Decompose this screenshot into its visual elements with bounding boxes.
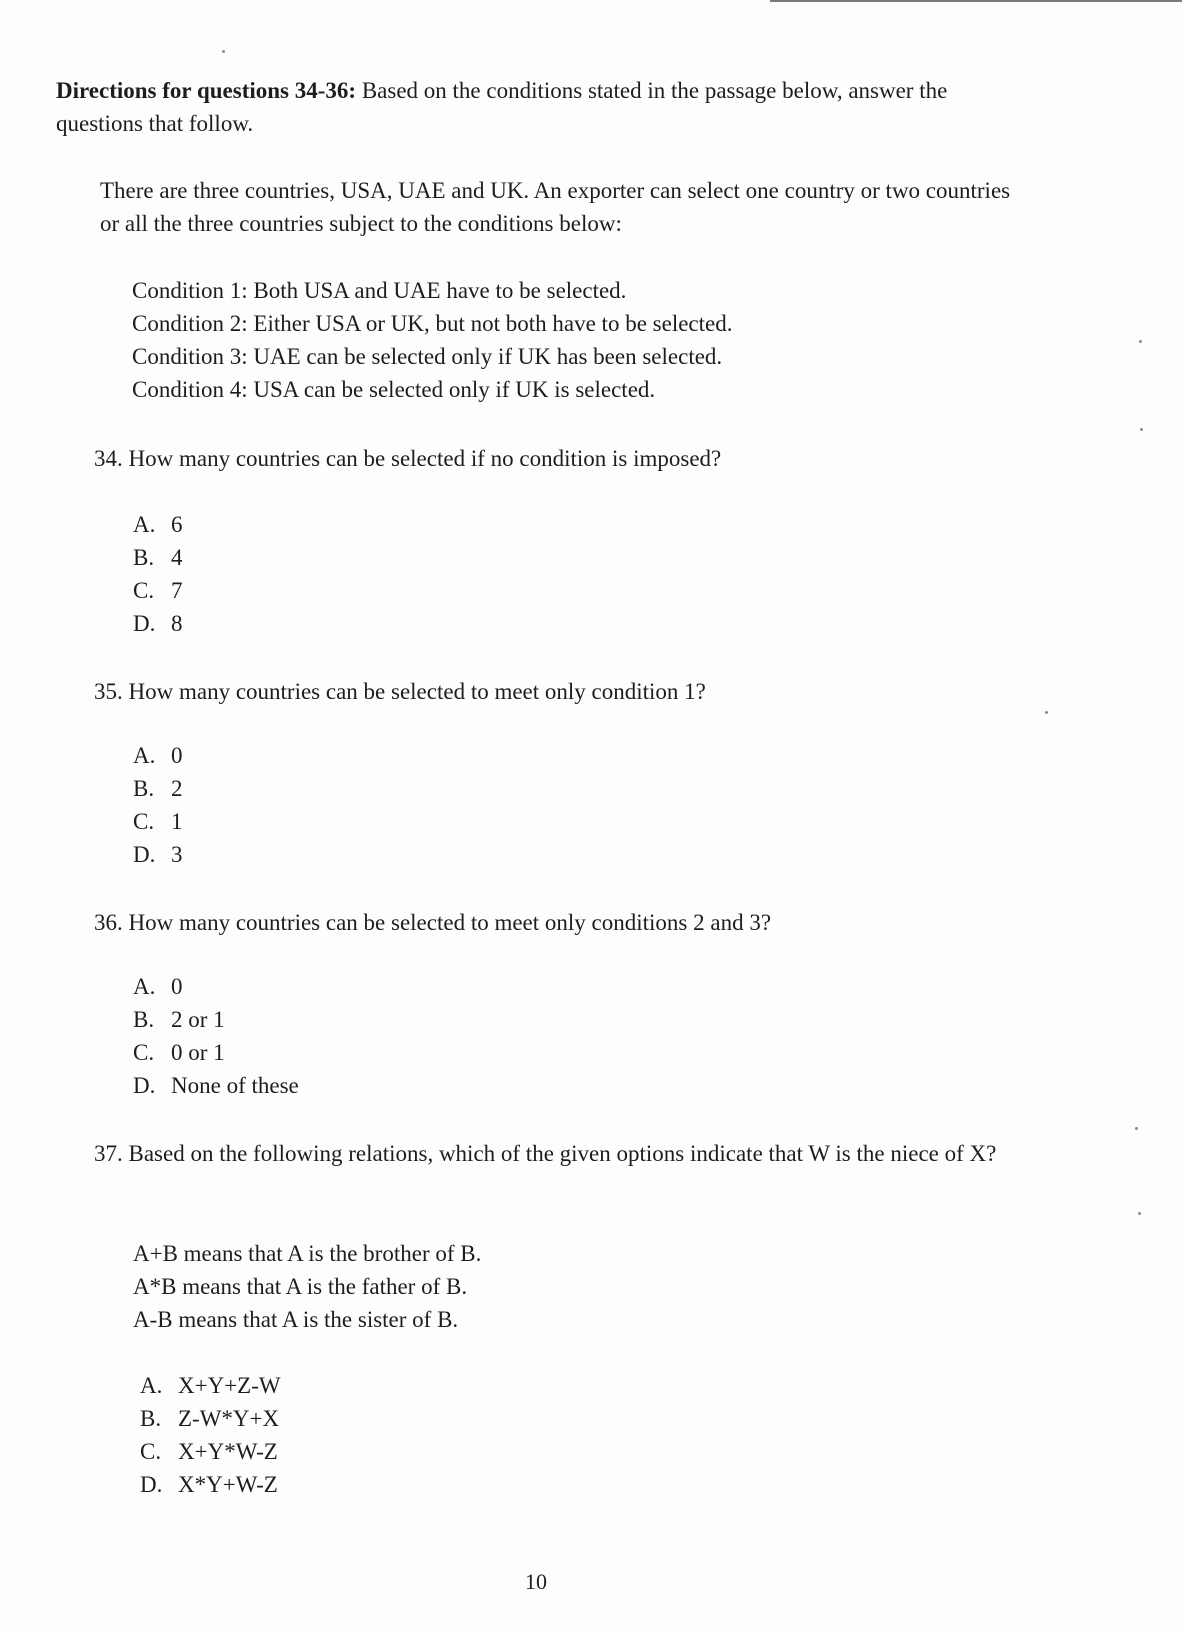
relations-list	[133, 1237, 481, 1336]
scan-speck	[1135, 1127, 1138, 1130]
question-37-text: Based on the following relations, which of the given options indicate that W is the niece of X?	[128, 1141, 997, 1166]
scan-edge-line	[770, 0, 1182, 2]
directions-heading: Directions for questions 34-36:	[56, 78, 357, 103]
option-d[interactable]: D. 8	[133, 611, 183, 636]
option-c[interactable]: C. 1	[133, 809, 183, 834]
option-c[interactable]: C. 7	[133, 578, 183, 603]
scan-speck	[1140, 428, 1143, 431]
question-37-options	[140, 1369, 281, 1501]
question-34-options	[133, 508, 183, 640]
directions-paragraph	[56, 74, 1016, 140]
condition-3: Condition 3: UAE can be selected only if UK has been selected.	[132, 344, 723, 369]
passage-paragraph: There are three countries, USA, UAE and UK. An exporter can select one country or two countries or all the three countries subject to the conditions below:	[100, 178, 1011, 236]
condition-1: Condition 1: Both USA and UAE have to be selected.	[132, 278, 627, 303]
scan-speck	[222, 50, 225, 53]
question-35-options	[133, 739, 183, 871]
question-35: 35. How many countries can be selected to meet only condition 1?	[94, 679, 706, 704]
question-34: 34. How many countries can be selected if no condition is imposed?	[94, 446, 722, 471]
option-c[interactable]: C. X+Y*W-Z	[140, 1439, 278, 1464]
option-b[interactable]: B. 2 or 1	[133, 1007, 225, 1032]
relation-father: A*B means that A is the father of B.	[133, 1274, 468, 1299]
option-d[interactable]: D. None of these	[133, 1073, 299, 1098]
option-d[interactable]: D. X*Y+W-Z	[140, 1472, 278, 1497]
relation-sister: A-B means that A is the sister of B.	[133, 1307, 459, 1332]
option-a[interactable]: A. 6	[133, 512, 183, 537]
option-a[interactable]: A. 0	[133, 974, 183, 999]
question-37	[94, 1137, 1014, 1170]
option-a[interactable]: A. X+Y+Z-W	[140, 1373, 281, 1398]
conditions-list	[132, 274, 732, 406]
option-d[interactable]: D. 3	[133, 842, 183, 867]
option-c[interactable]: C. 0 or 1	[133, 1040, 225, 1065]
question-37-number: 37.	[94, 1141, 123, 1166]
option-a[interactable]: A. 0	[133, 743, 183, 768]
condition-2: Condition 2: Either USA or UK, but not both have to be selected.	[132, 311, 733, 336]
scan-speck	[1045, 711, 1048, 714]
option-b[interactable]: B. 2	[133, 776, 183, 801]
scan-speck	[1138, 1212, 1141, 1215]
page-number: 10	[525, 1569, 547, 1594]
relation-brother: A+B means that A is the brother of B.	[133, 1241, 482, 1266]
option-b[interactable]: B. 4	[133, 545, 183, 570]
option-b[interactable]: B. Z-W*Y+X	[140, 1406, 280, 1431]
scan-speck	[1139, 340, 1142, 343]
directions-text: Based on the conditions stated in the passage below, answer the questions that follow.	[56, 78, 948, 136]
condition-4: Condition 4: USA can be selected only if UK is selected.	[132, 377, 656, 402]
question-36-options	[133, 970, 299, 1102]
question-36: 36. How many countries can be selected to meet only conditions 2 and 3?	[94, 910, 772, 935]
